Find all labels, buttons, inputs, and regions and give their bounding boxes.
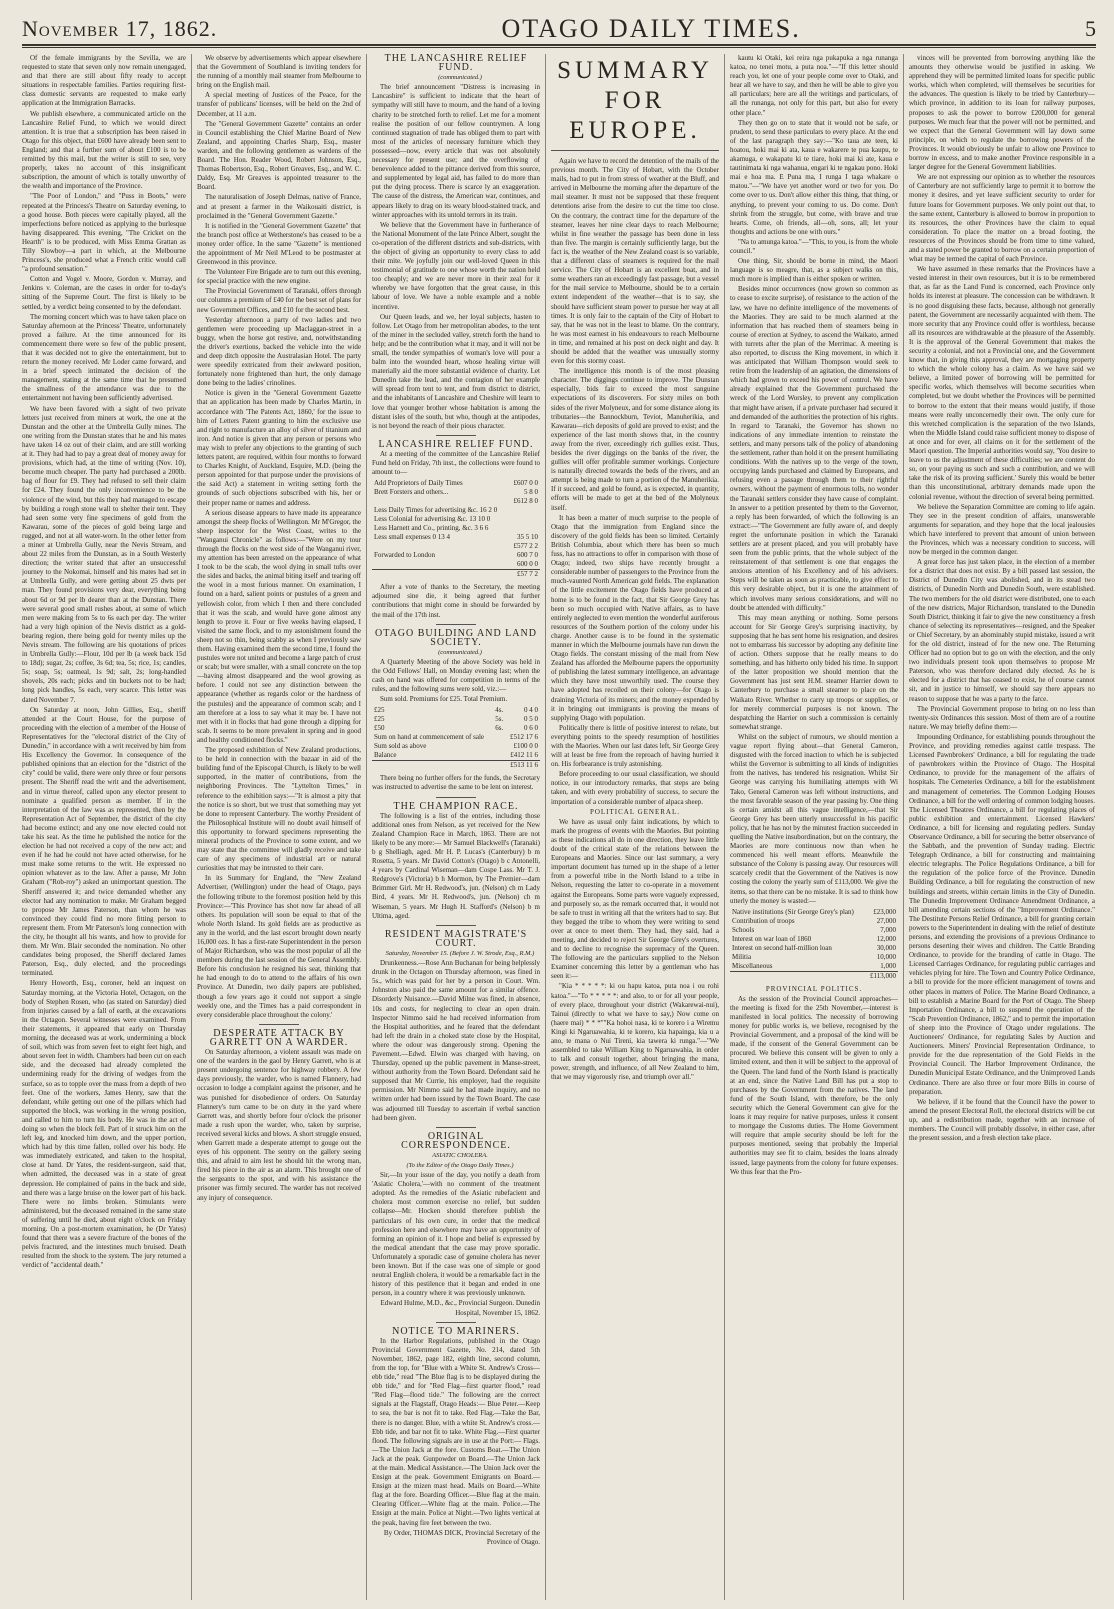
table-row — [372, 733, 540, 742]
paragraph: Politically there is little of positive interest to relate, but everything points to the speedy resumption of hostilities with the Maories. When our last dates left, Sir George Grey will at least be free from the reproach of having hurried it on. His forbearance is truly astonishing. — [551, 723, 719, 769]
divider — [259, 1024, 299, 1025]
mariners-notice-text: In the Harbor Regulations, published in the Otago Provincial Government Gazette, No. 214, dated 5th November, 1862, page 182, eighth line, second column, from the top, for "Blue with a White St. Andrew's Cross—ebb tide," read "The Blue flag is to be displayed during the ebb tide," and for "Red Flag—first quarter flood," read "Red Flag—flood tide." The following are the correct signals at the Flagstaff, Otago Heads:— Blue Peter.—Keep to sea, the bar is not fit to take. Red Flag.—Take the Bar, there is no danger. Blue, with a white St. Andrew's cross.—Ebb tide, and bar not fit to take. White Flag.—First quarter flood. The following signals are in use at the Port:— Flags.—The Union Jack at the fore. Customs Boat.—The Union Jack at the peak. Gunpowder on Board.—The Union Jack at the main. Medical Assistance.—The Union Jack over the Ensign at the peak. Government Emigrants on Board.—Ensign at the mizen mast head. Mails on Board.—White flag at the fore. Boarding Officer.—Blue flag at the main. Clearing Officer.—White flag at the main. Police.—The Ensign at the main. Police at Night.—Two lights vertical at the peak, having fire feet between the two. — [372, 1336, 540, 1527]
table-row — [372, 560, 540, 570]
table-cell — [372, 570, 509, 580]
table-cell: Interest on war loan of 1860 — [732, 934, 812, 943]
building-society-subheading: (communicated.) — [438, 648, 482, 656]
correspondence-heading: ORIGINAL CORRESPONDENCE. — [401, 1130, 511, 1151]
building-society-article — [372, 658, 540, 704]
table-cell: Less small expenses 0 13 4 — [374, 533, 451, 542]
table-cell: 600 0 0 — [517, 560, 538, 569]
magistrates-court-text: Drunkenness.—Rose Ann Buchanan for being helplessly drunk in the Octagon on Thursday afternoon, was fined in 5s., which was paid for her by a person in Court. Wm. Johnston also paid the same amount for a similar offence. Disorderly Nuisance.—David Milne was fined, in absence, 10s and costs, for neglecting to clear an open drain. Inspector Nimmo said he had received information from the Hospital authorities, and he feared that the defendant had left the drain in a choked state close by the Hospital, where the odour was dangerously strong. Opening the Pavement.—Edwd. Elwin was charged with having, on Thursday, opened up the public pavement in Manse-street, without authority from the Town Board. Defendant said he supposed that Mr Currie, his employer, had the requisite permission. Mr Nimmo said he had made inquiry, and no written order had been issued by the Town Board. The case was adjourned till Tuesday to ascertain if verbal sanction had been given. — [372, 959, 540, 1122]
magistrates-court-heading: RESIDENT MAGISTRATE'S COURT. — [384, 928, 528, 949]
column-rule — [366, 54, 367, 1600]
paragraph: Yesterday afternoon a party of two ladies and two gentlemen were proceeding up Maclaggan-street in a buggy, when the horse got restive, and, notwithstanding the driver's exertions, backed the vehicle into the wide and deep ditch opposite the Australasian Hotel. The party were speedily extricated from their awkward position, fortunately none frightened than hurt, the only damage done being to the ladies' crinolines. — [197, 315, 361, 388]
table-cell: 5 8 0 — [524, 488, 538, 497]
table-cell — [372, 560, 509, 570]
table-row — [372, 724, 540, 733]
table-row — [730, 962, 898, 972]
summary-heading-line-2: FOR EUROPE. — [569, 87, 701, 144]
column-2 — [197, 54, 361, 1600]
table-row — [372, 761, 540, 771]
table-cell: £513 11 6 — [506, 761, 540, 771]
table-cell — [493, 733, 506, 742]
table-row — [730, 944, 898, 953]
paragraph: On Saturday at noon, John Gillies, Esq., sheriff attended at the Court House, for the purpose of proceeding with the election of a member of the House of Representatives for the "electoral district of the City of Dunedin," in accordance with a writ received by him from His Excellency the Governor. In consequence of the published opinions that an election for the "district of the city" could be valid, there were only three or four persons present. The Sheriff read the writ and the advertisement, and in virtue thereof, called upon any elector present to nominate a qualified person as member. If in the interpretation of the law was as represented, then by the Representation Act of September, the district of the city had become extinct; and any one now elected could not take his seat. As the time he published the notice for the election he had not received a copy of the new act; and even if he had he could not have acted otherwise, for he must make some returns to the writ. He expressed no opinion whatever as to the law. After a pause, Mr John Graham ("Rob-roy") asked an unimportant question. The Sheriff answered it; and twice demanded whether any elector had any nomination to make. Mr Graham begged to propose Mr James Paterson, than whom he was convinced they could find no more fitting person to represent them. From Mr Paterson's long connection with the city, he thought all his wants, and how to provide for them. Mr Wm. Blair seconded the nomination. No other candidates being proposed, the Sheriff declared James Paterson, Esq., duly elected, and the proceedings terminated. — [22, 705, 186, 978]
table-row — [372, 751, 540, 761]
table-cell: Sum sold as above — [374, 742, 427, 751]
correspondence-subheading: ASIATIC CHOLERA. — [432, 1151, 488, 1159]
table-row — [372, 524, 540, 533]
divider — [436, 624, 476, 625]
paragraph: We are not expressing our opinion as to whether the resources of Canterbury are not sufficiently large to permit it to borrow the money it desires, and yet leave sufficient security to order for future loans for Government purposes. We only point out that, to the same extent, Canterbury is allowed to borrow in proportion to its resources, the other Provinces have the claim to equal consideration. To place the matter on a broad footing, the resources of the Provinces should be from time to time valued, and a stated power be granted to borrow on a certain proportion of what may be termed the capital of each Province. — [909, 173, 1095, 264]
summary-heading — [551, 56, 719, 151]
magistrates-court-subheading: Saturday, November 15. (Before J. W. Strode, Esq., R.M.) — [385, 949, 535, 957]
column-2-paragraphs — [197, 54, 361, 1020]
building-society-accounts — [372, 706, 540, 770]
paragraph: vinces will be prevented from borrowing anything like the amounts they otherwise would be justified in asking. We apprehend they will be permitted limited loans for specific public works, which when completed, will themselves be securities for the advances. The question is likely to be tried by Canterbury—which province, in addition to its loan for railway purposes, proposes to ask the power to borrow £200,000 for general purposes. We much fear that the power will not be permitted, and we expect that the General Government will lay down some principle, on which to regulate the borrowing powers of the Provinces. It would obviously be unfair to allow one Province to borrow in excess, and to make another Province responsible in a larger degree for the General Government liabilities. — [909, 54, 1095, 172]
table-cell: Contribution of troops — [732, 916, 795, 925]
provincial-politics-article — [730, 995, 898, 1177]
table-row — [730, 935, 898, 944]
table-cell — [509, 515, 540, 524]
paragraph: The morning concert which was to have taken place on Saturday afternoon at the Princess' Theatre, unfortunately proved a failure. At the time announced for its commencement there were so few of the public present, that it was decided not to give the entertainment, but to return the money received. Mr Loder came forward, and in a brief speech intimated the decision of the management, stating at the same time that he presumed the smallness of the attendance was due to the entertainment not having been sufficiently advertised. — [22, 312, 186, 403]
paragraph: It is notified in the "General Government Gazette" that the branch post office at Wetherstone's has ceased to be a money order office. In the same "Gazette" is mentioned the appointment of Mr Neil M'Leod to be postmaster at Greenwood in this province. — [197, 221, 361, 267]
column-1-paragraphs — [22, 54, 186, 1270]
paragraph: We believe, if it be found that the Council have the power to amend the present Electoral Roll, the electoral districts will be cut up, and a redistribution made, together with an increase of members. The Council will probably dissolve, in either case, after the present session, and a fresh election take place. — [909, 1097, 1095, 1143]
paragraph: Of the female immigrants by the Sevilla, we are requested to state that seven only now remain unengaged, and that there are still about fifty ready to accept situations in respectable families. Parties requiring first-class domestic servants are requested to make early application at the Immigration Barracks. — [22, 54, 186, 108]
masthead — [22, 14, 1096, 46]
correspondence-signature: Edward Hulme, M.D., &c., Provincial Surgeon. Dunedin Hospital, November 15, 1862. — [380, 1299, 540, 1317]
table-cell: Schools — [732, 925, 755, 934]
paragraph: Sum sold. Premiums for £25. Total Premium. — [380, 695, 508, 704]
table-cell — [493, 742, 506, 751]
paragraph: It has been a matter of much surprise to the people of Otago that the immigration from England since the discovery of the gold fields has been so limited. Certainly British Columbia, about which there has been so much fuss, has no attractions to offer in comparison with those of Otago; indeed, two ships have recently brought a considerable number of passengers to the Province from the much-vaunted North American gold fields. The explanation of the little excitement the Otago fields have produced at home is to be found in the fact, that Sir George Grey has been so much occupied with Native affairs, as to have entirely neglected to even mention the wonderful auriferous resources of the Southern portion of the colony under his charge. Another cause is to be found in the systematic manner in which the Melbourne journals have run down the Otago fields. The constant missing of the mail from New Zealand has afforded the Melbourne papers the opportunity of publishing the latest summary intelligence, an advantage which they have most unworthily used. The course they have adopted has recoiled on their colony—for Otago is draining Victoria of its miners; and the money expended by it in bringing out immigrants is proving the means of supplying Otago with population. — [551, 513, 719, 722]
lancashire-subheading: (communicated.) — [438, 74, 482, 82]
table-cell — [372, 542, 509, 551]
political-general-article — [551, 818, 719, 1083]
table-cell: Sum on hand at commencement of sale — [374, 733, 485, 742]
paragraph: They then go on to state that it would not be safe, or prudent, to send these particulars to every place. At the end of the last paragraph they say:—"Ko taua ate teen, ki hoatou, hoki mai ki ata, kaua e wakarere te pua kaupu, te akamuga, e wakapatu ki te tiare, hoki mai ki ate, kaua e tautinimata ki nga wahanua, engari ki te ngakau pono. Hoki mai e hoa ma. E Puna ma, I runga I taga whakare o matou."—"We have yet another word or two for you. Do come over to us. Don't allow either this thing, that thing, or anything, to prevent your coming to us. Do come. Don't shrink from the struggle, but come, with brave and true hearts. Come, oh friends, all—oh, sons, all; let your thoughts and actions be one with ours." — [730, 118, 898, 236]
table-cell: £23,000 — [873, 907, 896, 916]
table-cell: 0 5 0 — [524, 715, 538, 724]
relief-fund-intro: At a meeting of the committee of the Lancashire Relief Fund held on Friday, 7th inst., the collections were found to amount to— — [372, 449, 540, 477]
column-1 — [22, 54, 186, 1600]
lancashire-article — [372, 83, 540, 431]
paragraph: We have been favored with a sight of two private letters just received from miners at work, the one at the Dunstan and the other at the Umbrella Gully mines. The one writing from the Dunstan states that he and his mates have taken 14 oz out of their claim, and are still working at it. They had had to pay a great deal of money away for provisions, which had, at the time of writing (Nov. 10), become much cheaper. The party had purchased a 200lb. bag of flour for £9. They had refused to sell their claim for £24. They found the only inconvenience to be the violence of the wind, but this they had managed to escape by building a rough stone wall to shelter their tent. They had seen some very fine specimens of gold from the Kawarau, some of the pieces of gold being large and rugged, and not at all water-worn. In the other letter from a miner at Umbrella Gully, near the Nevis Stream, and about 22 miles from the Dunstan, as in a South Westerly direction; the writer stated that after an unsuccessful journey to the Nokomai, himself and his mates had set in at Umbrella Gully, and were getting about 25 dwts per man. They found provisions very dear, everything being about 6d or 9d per lb dearer than at the Dunstan. There were several good small rushes about, at some of which men were making from 5s to 6s each per day. The writer had a very high opinion of the Nevis district as a gold-bearing region, there being gold for twenty miles up the Nevis stream. The following are his quotations of prices in Umbrella Gully:—Flour, 10d per lb (a week back 15d to 18d); sugar, 2s; coffee, 3s 6d; tea, 5s; rice, 1s; candles, 5s; soap, 5s; oatmeal, 1s 9d; salt, 2s; long-handled shovels, 20s each; picks and tin buckets not to be had; long pick handles, 5s each, very scarce. This letter was dated November 7. — [22, 404, 186, 704]
table-cell: 6s. — [495, 724, 504, 733]
table-cell: 0 6 0 — [524, 724, 538, 733]
masthead-rule — [22, 47, 1096, 48]
table-cell: £25 — [374, 715, 385, 724]
paragraph: We observe by advertisements which appear elsewhere that the Government of Southland is inviting tenders for the running of a monthly mail steamer from Melbourne to bring on the English mail. — [197, 54, 361, 90]
relief-fund-accounts — [372, 479, 540, 579]
paragraph: kautu ki Otaki, kei reira nga pukapuka a nga runanga katoa, no tenei motu, a puta noa."—"If this letter should reach you, let one of your people come over to Otaki, and hear all we have to say, and then he will be able to give you all particulars; here are all the writings and particulars, of all the runanga, not only for this part, but also for every other place." — [730, 54, 898, 117]
divider — [436, 797, 476, 798]
table-cell: £577 2 2 — [513, 542, 538, 551]
paragraph: In its Summary for England, the "New Zealand Advertiser, (Wellington) under the head of Otago, pays the following tribute to the foremost position held by this Province:—'This Province has shot now far ahead of all others. Its population will soon be equal to that of the whole North Island. Its gold fields are as productive as any in the world, and the last escort brought down nearly 16,000 ozs. It has a first-rate Superintendent in the person of Major Richardson, who was the most popular of all the members during the last session of the General Assembly. Before his conclusion he resigned his seat, thinking that he had enough to do to attend to the affairs of his own Province. At Dunedin, two daily papers are published, though a few years ago it could not support a single weekly one, and the Times has a paid correspondent in every considerable place throughout the colony.' — [197, 874, 361, 1019]
table-cell: £113,000 — [866, 971, 898, 981]
table-cell: £25 — [374, 706, 385, 715]
summary-heading-line-1: SUMMARY — [557, 57, 713, 84]
column-4 — [551, 54, 719, 1600]
table-row — [372, 479, 540, 488]
table-row — [730, 926, 898, 935]
lancashire-heading: THE LANCASHIRE RELIEF FUND. — [384, 54, 528, 74]
table-cell: 0 4 0 — [524, 706, 538, 715]
table-cell — [509, 506, 540, 515]
column-rule — [191, 54, 192, 1600]
paragraph: The intelligence this month is of the most pleasing character. The diggings continue to improve. The Dunstan especially, bids fair to exceed the most sanguine expectations of its discoverers. For sixty miles on both sides of the river Molyneux, and for some distance along its tributaries—the Bannockburn, Teviot, Manuherikia, and Kawarau—rich deposits of gold are proved to exist; and the experience of the last month shows that, in the country away from the river, exceedingly rich gullies exist. Thus, besides the river diggings on the banks of the river, the gullies will offer profitable summer workings. Conjecture is naturally directed towards the beds of the rivers, and an attempt is being made to turn a portion of the Manuherikia. If it succeed, and gold be found, as is expected, in quantity, efforts will be made to get at the bed of the Molyneux itself. — [551, 367, 719, 512]
table-row — [372, 533, 540, 542]
table-cell: 10,000 — [876, 952, 896, 961]
table-cell: £50 — [374, 724, 385, 733]
champion-race-heading: THE CHAMPION RACE. — [393, 800, 519, 812]
relief-fund-note: After a vote of thanks to the Secretary, the meeting adjourned sine die, it being agreed that further contributions that might come in should be forwarded by the mail of the 17th inst. — [372, 583, 540, 619]
table-row — [372, 506, 540, 515]
table-cell: 5s. — [495, 715, 504, 724]
mariners-notice-heading: NOTICE TO MARINERS. — [392, 1325, 520, 1337]
paragraph: Cotton and Vogel v. Moore, Gordon v. Murray, and Jenkins v. Coleman, are the cases in order for to-day's sitting of the Supreme Court. The first is likely to be settled, by a verdict being consented to by the defendant. — [22, 275, 186, 311]
newspaper-title: OTAGO DAILY TIMES. — [501, 14, 801, 43]
divider — [436, 1127, 476, 1128]
divider — [436, 925, 476, 926]
table-row — [730, 908, 898, 917]
table-row — [372, 742, 540, 751]
table-row — [730, 917, 898, 926]
paragraph: We have as usual only faint indications, by which to mark the progress of events with the Maories. But pointing as these indications all do in one direction, they leave little doubt of the critical state of the relations between the Europeans and Maories. Since our last summary, a very important document has turned up in the shape of a letter from a powerful tribe in the North Island to a tribe in Nelson, requesting the latter to co-operate in a movement against the Europeans. Some parts were vaguely expressed, and purposely so, as the remark occurred that, it would not be safe to trust in writing all that the writers had to say. But they begged the tribe to whom they were writing to send over at once to meet them. They had, they said, had a meeting, and decided to reject Sir George Grey's overtures, and to decline to recognise the supremacy of the Queen. The following are the particulars supplied to the Nelson Examiner concerning this letter by a gentleman who has seen it:— — [551, 817, 719, 981]
paragraph: A serious disease appears to have made its appearance amongst the sheep flocks of Wellington. Mr M'Gregor, the sheep inspector for the West Coast, writes to the "Wanganui Chronicle" as follows:—"Were on my tour through the flocks on the west side of the Wanganui river, my attention has been arrested on the appearance of what I took to be the scab, the wool dying in small tufts over the sides and backs, the animal biting itself and tearing off the wool in a most furious manner. On examination, I found on a hard, salient points or pustules of a green and yellowish color, from which I then and there concluded that it was the scab, and would have gone almost any length to prove it. Four or five weeks having elapsed, I visited the same flock, and to my astonishment found the sheep not so thin, being scabby as when I previously saw them. Having examined them the second time, I found the pustules were not united and become a large patch of crust or scab; but were smaller, with a small concrete on the top—having almost disappeared and the wool growing as before. I could not see any distinction between the appearance (whether as regards color or the hardness of the pustules) and the appearance of common scab; and I am therefore at a loss to say what it may be. I have not met with it in flocks that had gone through a dipping for scab. It seems to be more prevalent in spring and in good and healthy conditioned flocks." — [197, 508, 361, 744]
column-6 — [909, 54, 1095, 1600]
paragraph: One thing, Sir, should be borne in mind, the Maori language is so meagre, that, as a subject walks on this, much more is implied than is either spoken or written. — [730, 257, 898, 284]
table-cell: £100 0 0 — [513, 742, 538, 751]
correspondence-text: Sir,—In your issue of the day, you notify a death from 'Asiatic Cholera,'—with no comment of the treatment adopted. As the remedies of the Asiatic rubefacient and cholera most common exercise no relief, but sudden collapse—Mr. Hocken should therefore publish the particulars of his own cure, in order that the medical profession here and elsewhere may have an opportunity of forming an opinion of it. I hope and belief is expressed by the medical attendant that the case may prove sporadic. Unfortunately a sporadic case of genuine cholera has never been known. But if the case was one of simple or good neutral English cholera, it would be a remarkable fact in the history of this pestilence that it began and ended in one person, in a country where it was previously unknown. — [372, 1171, 540, 1298]
table-cell: Less Daily Times for advertising &c. 16 2 0 — [374, 506, 498, 515]
table-cell — [493, 761, 506, 771]
building-society-note: There being no further offers for the funds, the Secretary was instructed to advertise the same to be lent on interest. — [372, 774, 540, 792]
column-3 — [372, 54, 540, 1600]
table-cell: Brett Forsters and others... — [374, 488, 449, 497]
paragraph: Besides minor occurrences (now grown so common as to cease to excite surprise), of resistance to the action of the law, we have no definite intelligence of the movements of the Maories. They are said to be much alarmed at the information that has reached them of steamers being in course of erection at Sydney, to ascend the Waikato, armed with turrets after the plan of the Merrimac. A meeting is also reported, to discuss the King movement, in which it was anticipated that William Thompson would seek to retire from the leadership of an agitation, the dimensions of which had grown to exceed his power of control. We have already explained that the Government purchased the wreck of the Lord Worsley, to prevent any complication that might have arisen, if a private purchaser had secured it and demanded of the authorities the protection of his rights. In regard to Taranaki, the Governor has shown no indications of any immediate intention to reinstate the settlers, and many persons talk of the policy of abandoning the settlement, rather than hold it on the present humiliating conditions. With the natives up to the verge of the town, occupying lands purchased and claimed by Europeans, and refusing even a passage through them to their rightful owners, without the payment of enormous tolls, no wonder the Taranaki settlers consider they have cause of complaint. In answer to a petition presented by them to the Governor, a reply has been forwarded, of which the following is an extract:—"The Government are fully aware of, and deeply regret the unfortunate position in which the Taranaki settlers are at present placed, and you will probably have seen from the public prints, that the whole subject of the reinstatement of that settlement is one that engages the anxious attention of his Excellency and of his advisers. Steps will be taken as soon as practicable, to give effect to this very desirable object, but it is one the attainment of which involves many serious considerations, and will no doubt be attended with difficulty." — [730, 285, 898, 612]
paragraph: The naturalisation of Joseph Delmas, native of France, and at present a farmer in the Waikouaiti district, is proclaimed in the "General Government Gazette." — [197, 193, 361, 220]
mariners-notice-signature: By Order, THOMAS DICK, Provincial Secretary of the Province of Otago. — [383, 1528, 540, 1546]
relief-fund-heading: LANCASHIRE RELIEF FUND. — [378, 438, 534, 450]
paragraph: Our Queen leads, and we, her loyal subjects, hasten to follow. Let Otago from her metropolitan abodes, to the tent of the miner in the secluded valley, stretch forth the hand to help; and be the contribution what it may, and it will not be small, the tender sympathies of woman's love will pour a balm into the wounded heart, whose healing virtue will materially aid the more substantial evidence of charity. Let Dunedin take the lead, and the contagion of her example will spread from tent to tent, and from district to district, and the inhabitants of Lancashire and Cheshire will learn to love that younger brother whose habitation is among the distant isles of the south, but who, though at the antipodes, is not beyond the reach of their pious character. — [372, 312, 540, 430]
table-cell: £612 8 0 — [513, 497, 538, 506]
paragraph: The "General Government Gazette" contains an order in Council establishing the Chief Marine Board of New Zealand, and appointing Charles Sharp, Esq., master warden, and the following gentlemen as wardens of the Board. The Hon. Reader Wood, Robert Johnson, Esq., Thomas Robertson, Esq., Robert Greaves, Esq., and W. C. Daldy, Esq. Mr Greaves is appointed treasurer to the Board. — [197, 119, 361, 192]
table-cell: Less Colonial for advertising &c. 13 10 0 — [374, 515, 491, 524]
table-row — [372, 706, 540, 715]
paragraph: "Kia * * * * *: ki ou hapu katoa, puta noa i ou rohi katoa."—"To * * * * *: and also, to or for all your people, of every place, throughout your district (Wakarewai-nui), Tainui (directly to what we have to say,) Now come on (haere mai) * * *""Ka hohoi nasa, ki te korero i a Wiremu Kingi ki Ngaruawahia, ki te korero, kia hapainga, kia u a ano, te mana o Nui Tireni, kia tawera ki runga."—"We assembled to take William King to Ngaruawahia, in order to talk and consult together, about bringing the mana, power, strength, and influence, of all New Zealand to him, that we may vigorously rise, and triumph over all." — [551, 982, 719, 1082]
column-rule — [724, 54, 725, 1600]
paragraph: Notice is given in the "General Government Gazette that an application has been made by Charles Martin, in accordance with 'The Patents Act, 1860,' for the issue to him of Letters Patent granting to him the exclusive use and right to manufacture an alloy of silver of titanium and iron. And notice is given that any person or persons who may wish to prefer any objections to the granting of such letters patent, are required, within four months to forward to Charles Knight, of Auckland, Esquire, M.D. (being the person appointed for that purpose under the provisions of the said Act) a statement in writing setting forth the grounds of such objections subscribed with his, her or their proper name or names and address. — [197, 389, 361, 507]
paragraph: As the session of the Provincial Council approaches—the meeting is fixed for the 25th November,—interest is manifested in local politics. The necessity of borrowing money for public works is, we believe, recognised by the Provincial Government, and a proposal of the kind will be made, if the consent of the General Government can be procured. We believe this consent will be given to only a limited extent, and then it will be subject to the approval of the Queen. The land fund of the North Island is practically at an end, since the Native Land Bill has put a stop to purchases by the Government from the natives. The land fund of the South Island, with therefore, be the only security which the General Government can give for the loans it may require for native purposes, unless it consent to mortgage the Customs duties. The Home Government will require that ample security should be left for the purposes mentioned, seeing that probably the Imperial authorities may see fit to claim, besides the loans already issued, large payments from the colony for future expenses. We thus fear that the Pro- — [730, 994, 898, 1176]
table-cell: Native institutions (Sir George Grey's plan) — [732, 907, 854, 916]
paragraph: A Quarterly Meeting of the above Society was held in the Odd Fellows' Hall, on Monday evening last; when the cash on hand was offered for competition in terms of the rules, and the following sums were sold, viz.:— — [372, 657, 540, 694]
provincial-politics-heading: PROVINCIAL POLITICS. — [765, 984, 863, 993]
correspondence-address: (To the Editor of the Otago Daily Times.) — [406, 1162, 514, 1169]
paragraph: Whilst on the subject of rumours, we should mention a vague report flying about—that General Cameron, disgusted with the forced inaction to which he is subjected whilst the Governor is submitting to all kinds of indignities from the natives, has tendered his resignation. Whilst Sir George was carrying his humiliating attempts with Wi Tako, General Cameron was left without instructions, and the most favorable season of the year passing by. One thing is certain amidst all this vague intelligence,—that Sir George Grey has been utterly unsuccessful in his pacific policy, that he has not by the minutest fraction succeeded in quelling the Native insubordination, but on the contrary, the Maories are more continuous now than when he commenced his well meant efforts. Meanwhile the substance of the Colony is passing away. Our resources will scarcely credit that the Government of the Natives is now costing the colony the yearly sum of £113,000. We give the items, so that there can be no mistake. It is sad to think how utterly the money is wasted:— — [730, 732, 898, 905]
garrett-article — [197, 1048, 361, 1203]
table-cell: 35 5 10 — [517, 533, 538, 542]
paragraph: Impounding Ordinance, for establishing pounds throughout the Province, and providing remedies against cattle trespass. The Licensed Pawnbrokers' Ordinance, a bill for regulating the trade of pawnbrokers within the Province of Otago. The Hospital Ordinance, to provide for the management of the affairs of hospitals. The Cemeteries Ordinance, a bill for the establishment and management of cemeteries. The Common Lodging Houses Ordinance, a bill for the well ordering of common lodging houses. The Licensed Theatres Ordinance, a bill for regulating places of public exhibition and entertainment. Licensed Hawkers' Ordinance, a bill for licensing and regulating pedlers. Sunday Observance Ordinance, a bill for securing the better observance of the Sabbath, and the prevention of Sunday trading. Electric Telegraph Ordinance, a bill for constructing and maintaining electric telegraphs. The Police Regulations Ordinance, a bill for the regulation of the police force of the Province. Dunedin Building Ordinance, a bill for regulating the construction of new buildings and streets, within certain limits in the City of Dunedin. The Dunedin Improvement Ordinance Amendment Ordinance, a bill amending certain sections of the "Improvement Ordinance." The Destitute Persons Relief Ordinance, a bill for granting certain powers to the Superintendent in dealing with the relief of destitute persons, and extending the provisions of a previous Ordinance to persons deserting their wives and children. The Cattle Branding Ordinance, to provide for the branding of cattle in Otago. The Licensed Carriages Ordinance, for regulating public carriages and vehicles plying for hire. The Town and Country Police Ordinance, a bill to provide for the more efficient management of towns and other places in matters of Police. The Marine Board Ordinance, a bill to establish a Marine Board for the Port of Otago. The Sheep Importation Ordinance, a bill to suspend the operation of the "Scab Prevention Ordinance, 1862," and to permit the importation of sheep into the Province of Otago under regulations. The Auctioneers' Ordinance, for regulating Sales by Auction and Auctioneers. Miners' Provincial Representation Ordinance, to provide for the due representation of the Gold Fields in the Provincial Council. The Harbor Improvement Ordinance, the Dunedin Municipal Estate Ordinance, and the Unimproved Lands Ordinance. There are also three or four more Bills in course of preparation. — [909, 732, 1095, 1096]
building-society-heading: OTAGO BUILDING AND LAND SOCIETY. — [375, 627, 537, 648]
table-cell: £57 7 2 — [509, 570, 540, 580]
table-cell — [372, 761, 493, 771]
table-row — [372, 515, 540, 524]
paragraph: The proposed exhibition of New Zealand productions, to be held in connection with the bazaar in aid of the building fund of the Episcopal Church, is likely to be well supported, in the matter of contributions, from the neighboring Provinces. The "Lyttelton Times," in reference to the exhibition says:—"It is almost a pity that the notice is so short, but we trust that something may yet be done to represent Canterbury. The worthy President of the Philosophical Institute will no doubt avail himself of this opportunity to forward specimens representing the mineral products of the Province to some extent, and we may state that the committee will gladly receive and take care of any specimens of industrial art or natural curiosities that may be intrusted to their care. — [197, 746, 361, 873]
table-cell: Militia — [732, 952, 752, 961]
paragraph: Again we have to record the detention of the mails of the previous month. The City of Hobart, with the October mails, had to put in from stress of weather at the Bluff, and arrived in Melbourne the morning after the departure of the mail steamer. It must not be supposed that these frequent detentions arise from the desire to cut the time too close. On the contrary, the contract time for the departure of the steamer, leaves her nine clear days to reach Melbourne; whilst in fine weather the passage has been done in less than five. The margin is certainly sufficiently large, but the fact is, the weather of the New Zealand coast is so variable, that a different class of steamers is required for the mail service. The City of Hobart is an excellent boat, and in some weathers ran an exceedingly fast passage, but a vessel for the mail service to Melbourne, should be to a certain extent independent of the weather—that is to say, she should have sufficient steam power to pursue her way at all times. It is only fair to the captain of the City of Hobart to say, that he was not in the least to blame. On the contrary, he was most earnest in his endeavours to reach Melbourne in time, and remained at his post on deck night and day. It should be added that the weather was unusually stormy even for this stormy coast. — [551, 157, 719, 366]
table-cell: Balance — [374, 751, 397, 760]
table-cell: £607 0 0 — [513, 479, 538, 488]
political-general-heading: POLITICAL GENERAL. — [589, 807, 681, 816]
paragraph: Before proceeding to our usual classification, we should notice, in our introductory remarks, that steps are being taken, and with every probability of success, to secure the importation of a considerable number of alpaca sheep. — [551, 770, 719, 806]
paragraph: We believe the Separation Committee are coming to life again. They see in the present condition of affairs, unanswerable arguments for separation, and they hope that the local jealousies which have interfered to prevent that amount of union between the Provinces, which was a necessary condition to success, will now be merged in the common danger. — [909, 502, 1095, 557]
champion-race-text: The following is a list of the entries, including those additional ones from Nelson, as yet received for the New Zealand Champion Race in March, 1863. There are not likely to be any more:— Mr Samuel Blackwell's (Taranaki) b g Shelliagh, aged. Mr H. P. Lucas's (Canterbury) b m Rosetta, 5 years. Mr David Cotton's (Otago) b c Antonelli, 4 years by Cardinal Wiseman—dam Cospe Lass. Mr T. J. Redgrove's (Victoria) b h Mormon, by The Premier—dam Brimmer Girl. Mr H. Redwood's, jun. (Nelson) ch m Lady Bird, 4 years. Mr H. Redwood's, jun. (Nelson) ch m Wiseman, 5 years. Mr Hugh H. Stafford's (Nelson) b m Ultima, aged. — [372, 811, 540, 920]
paragraph: The Volunteer Fire Brigade are to turn out this evening, for special practice with the new engine. — [197, 268, 361, 286]
column-rule — [903, 54, 904, 1600]
column-5 — [730, 54, 898, 1600]
page-number: 5 — [1084, 16, 1096, 41]
paragraph: "Na to amunga katoa."—"This, to you, is from the whole council." — [730, 237, 898, 255]
paragraph: A special meeting of Justices of the Peace, for the transfer of publicans' licenses, will be held on the 2nd of December, at 11 a.m. — [197, 91, 361, 118]
table-cell: Interest on second half-million loan — [732, 943, 832, 952]
table-cell: Miscellaneous — [732, 961, 773, 970]
table-cell: 7,000 — [880, 925, 896, 934]
paragraph: The brief announcement "Distress is increasing in Lancashire" is sufficient to indicate that the heart of sympathy will still have to mourn, and the hand of a loving charity to be stretched forth to relief. Let me for a moment realise the position of our fellow countrymen. A long continued stagnation of trade has obliged them to part with most of the articles of necessary furniture which they possessed—now, every article that was not absolutely necessary for present use; and the overflowing of benevolence added to the pittance derived from this source, and supplemented by legal aid, has failed to do more than put the dying process. There is scarce ly an exaggeration. The cause of the distress, the American war, continues, and appears likely to drag on its weary blood-stained track, and winter approaches with its untold terrors in its train. — [372, 83, 540, 219]
table-row — [372, 715, 540, 724]
column-rule — [545, 54, 546, 1600]
table-row — [372, 488, 540, 497]
native-costs-table — [730, 908, 898, 981]
table-cell: 600 7 0 — [517, 551, 538, 560]
paragraph: "The Poor of London," and "Puss in Boots," were repeated at the Princess's Theatre on Saturday evening, to a good house. Both pieces were capitally played, all the imperfections before noticed as applying to the burlesque having disappeared. This evening, "The Cricket on the Hearth" is to be produced, with Miss Emma Grattan as Tilly Slowboy—a part in which, at the Melbourne Princess's, she produced what a French critic would call "a profound sensation." — [22, 192, 186, 274]
garrett-heading: DESPERATE ATTACK BY GARRETT ON A WARDER. — [209, 1027, 349, 1048]
table-row — [730, 971, 898, 981]
table-row — [730, 953, 898, 962]
table-cell — [730, 971, 866, 981]
table-cell: Forwarded to London — [374, 551, 436, 560]
paragraph: This may mean anything or nothing. Some persons account for Sir George Grey's surprising inactivity, by supposing that he has sent home his resignation, and desires not to embarrass his successor by adopting any definite line of action. Others suppose that he really means to do something, and has hitherto only bided his time. In support of the latter proposition we should mention that the Government has just sent H.M. steamer Harrier down to Canterbury to purchase a small steamer to place on the Waikato River. Whether to carry up troops or supplies, or for merely commercial purposes is not known. The despatching the Harrier on such a commission is certainly somewhat strange. — [730, 613, 898, 731]
table-row — [372, 497, 540, 506]
paragraph: We believe that the Government have in furtherance of the National Monument of the late Prince Albert, sought the co-operation of the different districts and sub-districts, with the object of giving an opportunity to every class to add their mite. We joyfully join our well-loved Queen in this testimonial of gratitude to one whose worth the nation held too cheaply; and we are never more in their zeal for it whereby we have forgotten that the great cause, in this labour of love. We have a noble example and a noble incentive. — [372, 220, 540, 311]
table-cell — [372, 497, 509, 506]
paragraph: A great force has just taken place, in the election of a member for a district that does not exist. By a bill passed last session, the District of Dunedin City was abolished, and in its stead two districts, of Dunedin North and Dunedin South, were established. The two members for the old district were distributed, one to each of the new districts, Major Richardson, translated to the Dunedin South District, thinking it fair to give the new constituency a fresh chance of selecting its representatives—resigned, and the Speaker or Chief Secretary, by an abominably stupid mistake, issued a writ for the old district, instead of for the new one. The Returning Officer had no option but to go on with the election, and the only two individuals present took upon themselves to propose Mr Paterson, who was therefore declared duly elected. As he is elected for a district that has ceased to exist, he of course cannot sit, and in justice to himself, we should say there appears no reason to suppose that he was a party to the farce. — [909, 558, 1095, 703]
table-cell: 12,000 — [876, 934, 896, 943]
column-6-paragraphs — [909, 54, 1095, 1143]
divider — [436, 1322, 476, 1323]
table-cell: 27,000 — [876, 916, 896, 925]
table-row — [372, 551, 540, 560]
paragraph: Henry Howorth, Esq., coroner, held an inquest on Saturday morning, at the Victoria Hotel, Octagon, on the body of Stephen Rosen, who (as stated on Saturday) died from injuries caused by a fall of earth, at the excavations in the Octagon. Several witnesses were examined. From their statements, it appeared that early on Thursday morning, the deceased was at work, undermining a block of soil, which was from seven feet to eight feet high, and about seven feet in width. Chambers had been cut on each side, and the deceased had already completed the undermining ready for the driving of wedges from the surface, so as to topple over the mass from a depth of two feet. One of the workers, James Henry, saw that the defendant, while getting out one of the pillars which had supported the block, was working in the wrong position, and called to him to turn his body. He was in the act of doing so when the block fell. Part of it struck him on the left leg, and knocked him down, and the upper portion, which had by this time fallen, rolled over his body. He was immediately extricated, and taken to the hospital, close at hand. Dr Yates, the resident-surgeon, said that, when admitted, the deceased was in a state of great depression. He complained of pains in the back and side, and there was a large bruise on the lower part of his back. There were no limbs broken. Stimulants were administered, but the deceased remained in the same state of suffering until he died, about eight o'clock on Friday morning. On a post-mortem examination, he (Dr Yates) found that there was a severe fracture of the bones of the pelvis fractured, and the intestines much bruised. Death resulted from the shock to the system. The jury returned a verdict of "accidental death." — [22, 979, 186, 1270]
divider — [436, 435, 476, 436]
table-cell: 30,000 — [876, 943, 896, 952]
table-row — [372, 542, 540, 551]
table-cell: £512 17 6 — [510, 733, 538, 742]
table-row — [372, 570, 540, 580]
column-5-paragraphs — [730, 54, 898, 906]
issue-date: November 17, 1862. — [22, 16, 218, 41]
paragraph: The Provincial Government of Taranaki, offers through our columns a premium of £40 for the best set of plans for new Government Offices, and £10 for the second best. — [197, 287, 361, 314]
table-cell: Add Proprietors of Daily Times — [374, 479, 463, 488]
table-cell: £412 11 6 — [510, 751, 538, 760]
table-cell: Less Harnett and Co., printing, &c. 3 6 6 — [374, 524, 489, 533]
paragraph: The Provincial Government propose to bring on no less than twenty-six Ordinances this session. Most of them are of a routine nature. We may briefly define them:— — [909, 704, 1095, 731]
paragraph: We publish elsewhere, a communicated article on the Lancashire Relief Fund, to which we would direct attention. It is true that a subscription has been raised in Otago for this object, that £600 have already been sent to England; and that a further sum of about £100 is to be remitted by this mail, but the writer is still to see, very properly, takes no account of this insignificant subscription, the amount of which is totally unworthy of the wealth and importance of the Province. — [22, 109, 186, 191]
table-cell — [493, 751, 506, 761]
paragraph: On Saturday afternoon, a violent assault was made on one of the warders in the gaol by Henry Garrett, who is at present undergoing sentence for highway robbery. A few days previously, the warder, who is named Flannery, had occasion to lodge a complaint against the prisoner, and he was punished for disobedience of orders. On Saturday Flannery's turn came to be on duty in the yard where Garrett was, and shortly before four o'clock the prisoner made a rush upon the warder, who, taken by surprise, received several kicks and blows. A short struggle ensued, when Garrett made a desperate attempt to gouge out the eyes of his opponent. The sentry on the gallery seeing this, and afraid to aim lest he should hit the wrong man, fired his piece in the air as an alarm. This brought one of the sergeants to the spot, and with his assistance the prisoner was firmly secured. The warder has not received any injury of consequence. — [197, 1048, 361, 1202]
table-cell: 1,000 — [880, 961, 896, 970]
summary-article — [551, 157, 719, 807]
table-cell: 4s. — [495, 706, 504, 715]
paragraph: We have assumed in these remarks that the Provinces have a vested interest in their own resources, but it is to be remembered that, as far as the Land Fund is concerned, each Province only holds its interest at pleasure. The concession can be withdrawn. It is no good disguising these facts, because, although not generally patent, the Government are necessarily acquainted with them. The more security that any Province could offer is worthless, because all its resources are withdrawable at the pleasure of the Assembly. It is the approval of the General Government that makes the security a colonial, and not a Provincial one, and the Government know that, in giving this approval, they are mortgaging property to which the whole colony has a claim. As we have said we believe, a limited power of borrowing will be permitted for specific works, which themselves will become securities when completed, but we doubt whether the Provinces will be permitted to borrow to the extent that their means would justify, if those means were really unconcernedly their own. The only cure for this wretched complication is the separation of the two Islands, when the Middle Island could raise sufficient money to dispose of at once and for ever, all claims on it for the settlement of the Maori question. The Imperial authorities would say, 'You desire to leave to us the adjustment of these difficulties; we are content do so, on your paying us such and such a contribution, and we will take the risk of its proving sufficient.' Surely this would be better than this unconstitutional, arbitrary demands made upon the colonial revenue, without the direction of several being permitted. — [909, 265, 1095, 501]
table-cell — [509, 524, 540, 533]
